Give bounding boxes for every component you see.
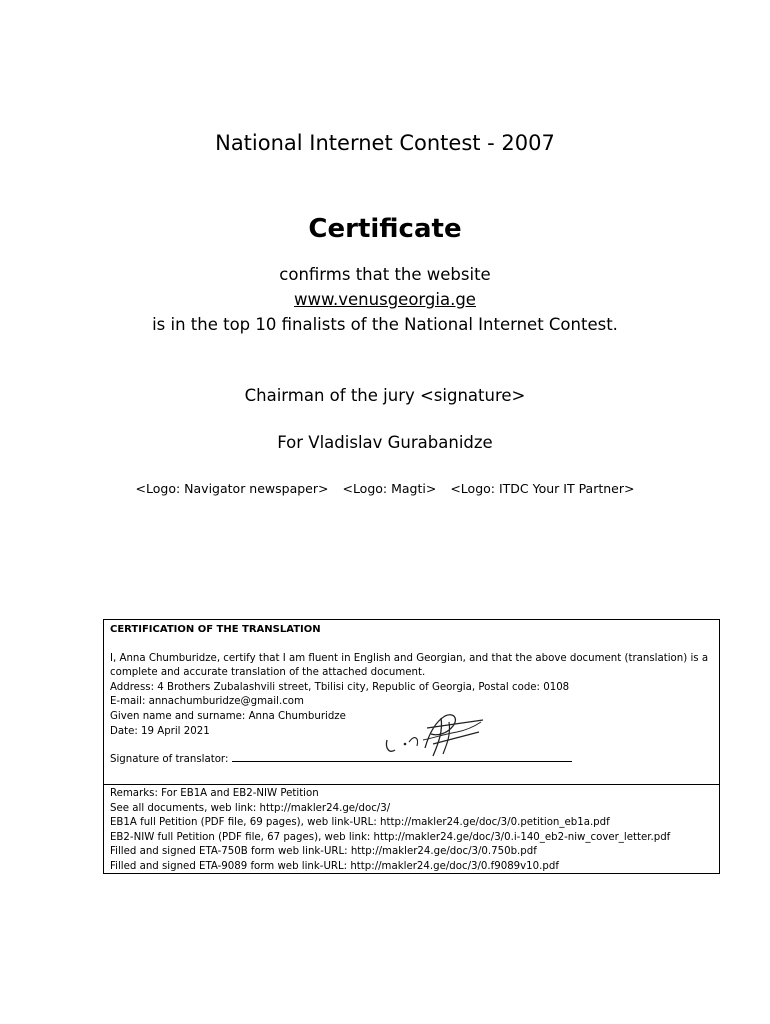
translation-statement: I, Anna Chumburidze, certify that I am fluent in English and Georgian, and that the above document (translation) is a complete and accurate translation of the attached document. [110,652,709,679]
translation-certification-box [103,619,720,874]
remarks-line: Filled and signed ETA-750B form web link-URL: http://makler24.ge/doc/3/0.750b.pdf [110,846,537,858]
website-link[interactable]: www.venusgeorgia.ge [294,290,476,309]
for-name-line: For Vladislav Gurabanidze [277,433,493,452]
remarks-line: Remarks: For EB1A and EB2-NIW Petition [110,788,319,799]
logo-placeholders [0,481,770,496]
chairman-line: Chairman of the jury <signature> [244,386,526,405]
handwritten-signature [379,704,499,764]
translation-date: Date: 19 April 2021 [110,725,210,737]
translator-name: Given name and surname: Anna Chumburidze [110,710,346,722]
signature-label: Signature of translator: [110,754,229,766]
remarks-line: See all documents, web link: http://makler24.ge/doc/3/ [110,802,391,814]
translator-email: E-mail: annachumburidze@gmail.com [110,696,304,708]
logo-itdc: <Logo: ITDC Your IT Partner> [450,481,635,496]
translation-certification-section [104,620,719,785]
finalists-line: is in the top 10 finalists of the National Internet Contest. [152,315,618,334]
logo-magti: <Logo: Magti> [342,481,437,496]
contest-title: National Internet Contest - 2007 [215,131,555,155]
certificate-title: Certificate [308,214,462,244]
translator-address: Address: 4 Brothers Zubalashvili street, Tbilisi city, Republic of Georgia, Postal code: 0108 [110,681,570,693]
remarks-line: Filled and signed ETA-9089 form web link-URL: http://makler24.ge/doc/3/0.f9089v10.pdf [110,860,559,872]
remarks-line: EB1A full Petition (PDF file, 69 pages), web link-URL: http://makler24.ge/doc/3/0.petition_eb1a.pdf [110,817,610,829]
logo-navigator: <Logo: Navigator newspaper> [135,481,329,496]
translation-heading: CERTIFICATION OF THE TRANSLATION [110,624,321,635]
remarks-section [104,785,719,877]
remarks-line: EB2-NIW full Petition (PDF file, 67 pages), web link: http://makler24.ge/doc/3/0.i-140_eb2-niw_cover_letter.pdf [110,831,671,843]
confirms-line: confirms that the website [279,265,491,284]
